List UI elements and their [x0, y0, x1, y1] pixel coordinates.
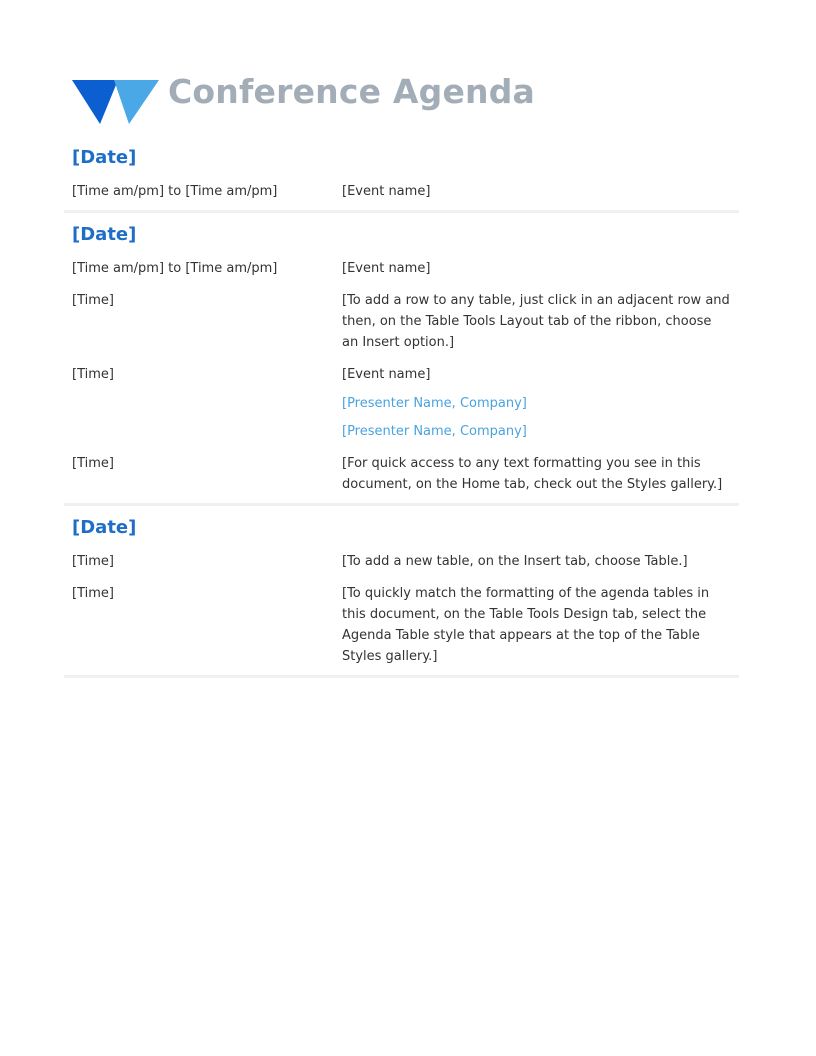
row-event: [Event name] — [342, 261, 431, 276]
agenda-section — [64, 217, 739, 506]
agenda-row — [64, 540, 739, 572]
presenter-name: [Presenter Name, Company] — [342, 424, 527, 439]
row-event: [Event name] — [342, 367, 431, 382]
row-time: [Time am/pm] to [Time am/pm] — [72, 261, 278, 276]
presenter-name: [Presenter Name, Company] — [342, 396, 527, 411]
agenda-row — [64, 442, 739, 495]
agenda-section — [64, 140, 739, 213]
row-time: [Time] — [72, 554, 114, 569]
row-time: [Time] — [72, 367, 114, 382]
agenda-table — [64, 140, 739, 682]
agenda-row — [64, 572, 739, 667]
row-event: [To add a new table, on the Insert tab, choose Table.] — [342, 554, 688, 569]
row-time: [Time] — [72, 586, 114, 601]
section-date: [Date] — [72, 224, 137, 245]
row-time: [Time] — [72, 293, 114, 308]
section-date: [Date] — [72, 517, 137, 538]
agenda-row — [64, 170, 739, 202]
chevron-logo-icon — [72, 72, 160, 128]
section-date: [Date] — [72, 147, 137, 168]
row-time: [Time am/pm] to [Time am/pm] — [72, 184, 278, 199]
row-event: [For quick access to any text formatting you see in this document, on the Home tab, check out the Styles gallery.] — [342, 456, 723, 492]
document-header — [72, 72, 535, 128]
row-time: [Time] — [72, 456, 114, 471]
row-event: [To add a row to any table, just click in an adjacent row and then, on the Table Tools Layout tab of the ribbon, choose an Insert option.] — [342, 293, 730, 350]
row-event-cell — [342, 364, 739, 442]
document-title: Conference Agenda — [168, 72, 536, 111]
row-event: [Event name] — [342, 184, 431, 199]
row-event: [To quickly match the formatting of the agenda tables in this document, on the Table Tools Design tab, select the Agenda Table style that appears at the top of the Table Styles gallery.] — [342, 586, 710, 664]
agenda-section — [64, 510, 739, 678]
agenda-row — [64, 279, 739, 353]
agenda-row — [64, 353, 739, 442]
agenda-row — [64, 247, 739, 279]
